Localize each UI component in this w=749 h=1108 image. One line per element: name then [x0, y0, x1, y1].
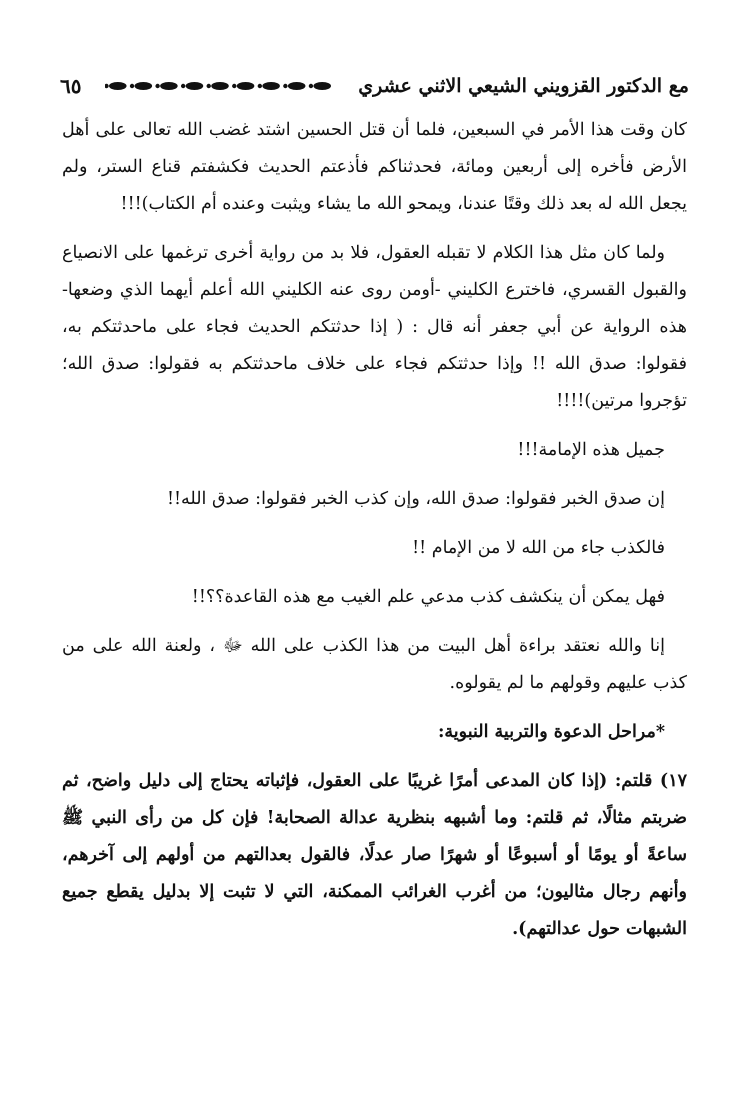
body-paragraph: جميل هذه الإمامة!!! — [517, 440, 665, 460]
body-paragraph: إنا والله نعتقد براءة أهل البيت من هذا الكذب على الله ﷻ ، ولعنة الله على من كذب عليهم وقولهم ما لم يقولوه. — [62, 636, 687, 693]
body-paragraph: فهل يمكن أن ينكشف كذب مدعي علم الغيب مع هذه القاعدة؟؟!! — [191, 587, 665, 607]
page-number: ٦٥ — [60, 74, 82, 98]
point-text: قلتم: (إذا كان المدعى أمرًا غريبًا على العقول، فإثباته يحتاج إلى دليل واضح، ثم ضربتم مثالًا، ثم قلتم: وما أشبهه بنظرية عدالة الصحابة! فإن كل من رأى النبي ﷺ ساعةً أو يومًا أو أسبوعًا أو شهرًا صار عدلًا، فالقول بعدالتهم من أولهم إلى آخرهم، وأنهم رجال مثاليون؛ من أغرب الغرائب الممكنة، التي لا تثبت إلا بدليل يقطع جميع الشبهات حول عدالتهم). — [62, 771, 687, 939]
header-ornament-icon — [81, 78, 358, 94]
page-header — [60, 68, 689, 104]
body-paragraph: فالكذب جاء من الله لا من الإمام !! — [412, 538, 665, 558]
point-paragraph — [62, 763, 687, 948]
point-number: ١٧) — [659, 771, 687, 791]
body-paragraph: كان وقت هذا الأمر في السبعين، فلما أن قتل الحسين اشتد غضب الله تعالى على أهل الأرض فأخره إلى أربعين ومائة، فحدثناكم فأذعتم الحديث فكشفتم قناع الستر، ولم يجعل الله له بعد ذلك وقتًا عندنا، ويمحو الله ما يشاء ويثبت وعنده أم الكتاب)!!! — [62, 120, 687, 214]
page-body — [62, 112, 687, 960]
running-title: مع الدكتور القزويني الشيعي الاثني عشري — [358, 75, 689, 97]
body-paragraph: ولما كان مثل هذا الكلام لا تقبله العقول، فلا بد من رواية أخرى ترغمها على الانصياع والقبول القسري، فاخترع الكليني -أومن روى عنه الكليني الله أعلم أيهما الذي وضعها- هذه الرواية عن أبي جعفر أنه قال : ( إذا حدثتكم الحديث فجاء على ماحدثتكم به، فقولوا: صدق الله !! وإذا حدثتكم فجاء على خلاف ماحدثتكم به فقولوا: صدق الله؛ تؤجروا مرتين)!!!! — [62, 243, 687, 411]
body-paragraph: إن صدق الخبر فقولوا: صدق الله، وإن كذب الخبر فقولوا: صدق الله!! — [166, 489, 665, 509]
section-heading: *مراحل الدعوة والتربية النبوية: — [437, 722, 665, 742]
